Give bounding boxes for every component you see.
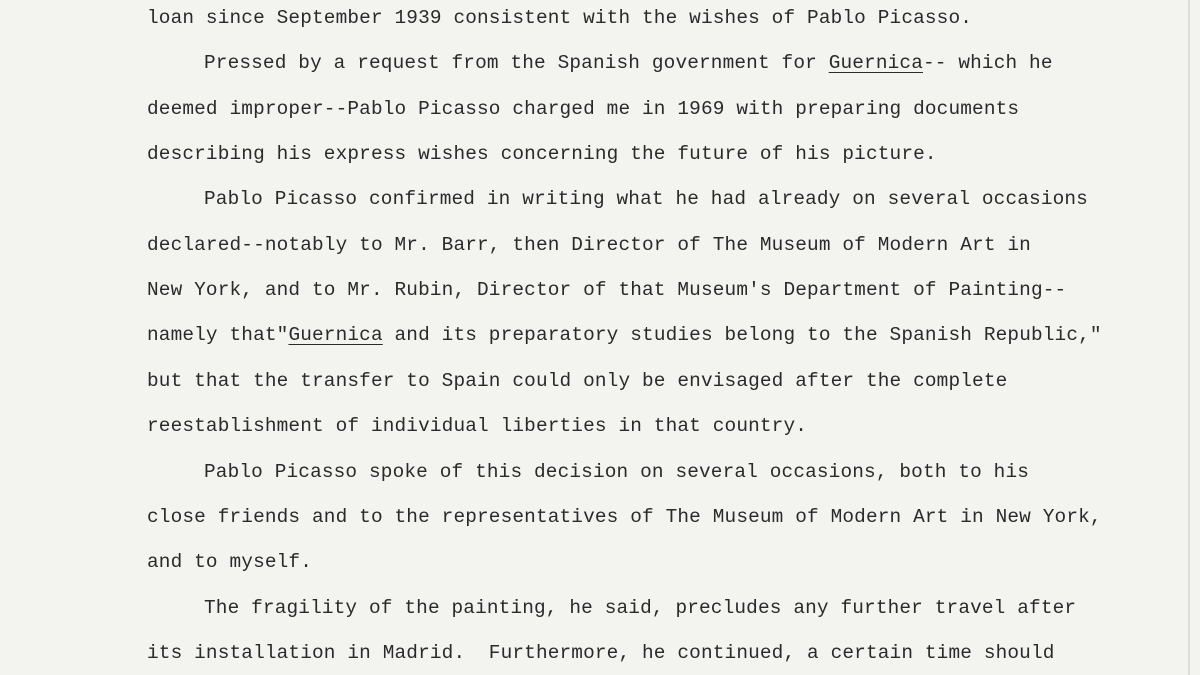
text-line <box>204 51 1053 75</box>
text-line <box>147 414 807 438</box>
text-segment: Pablo Picasso confirmed in writing what he had already on several occasions <box>204 188 1088 211</box>
text-segment: close friends and to the representatives of The Museum of Modern Art in New York, <box>147 505 1102 528</box>
text-segment: Pressed by a request from the Spanish government for <box>204 52 829 75</box>
text-segment: reestablishment of individual liberties in that country. <box>147 415 808 438</box>
text-segment: New York, and to Mr. Rubin, Director of that Museum's Department of Painting-- <box>147 279 1067 302</box>
text-segment: -- which he <box>922 52 1053 75</box>
underlined-title: Guernica <box>288 324 383 347</box>
text-line <box>147 323 1102 347</box>
text-segment: The fragility of the painting, he said, precludes any further travel after <box>204 596 1077 619</box>
text-segment: loan since September 1939 consistent with the wishes of Pablo Picasso. <box>147 7 973 29</box>
text-line <box>147 505 1102 529</box>
page-edge <box>1188 0 1190 675</box>
text-line <box>147 233 1031 257</box>
text-segment: and to myself. <box>147 551 313 574</box>
text-line <box>147 641 1055 665</box>
text-line <box>147 550 312 574</box>
text-line <box>204 187 1088 211</box>
text-segment: Pablo Picasso spoke of this decision on several occasions, both to his <box>204 460 1030 483</box>
text-line <box>147 6 972 30</box>
text-line <box>147 97 1019 121</box>
text-line <box>147 369 1007 393</box>
text-segment: its installation in Madrid. Furthermore, he continued, a certain time should <box>147 641 1055 664</box>
text-segment: describing his express wishes concerning the future of his picture. <box>147 143 937 166</box>
text-segment: namely that" <box>147 324 289 347</box>
text-segment: declared--notably to Mr. Barr, then Director of The Museum of Modern Art in <box>147 233 1031 256</box>
underlined-title: Guernica <box>828 52 923 75</box>
text-segment: deemed improper--Pablo Picasso charged me in 1969 with preparing documents <box>147 97 1020 120</box>
text-line <box>147 142 937 166</box>
text-segment: and its preparatory studies belong to the Spanish Republic," <box>382 324 1102 347</box>
text-line <box>204 460 1029 484</box>
text-line <box>147 278 1066 302</box>
text-segment: but that the transfer to Spain could only be envisaged after the complete <box>147 369 1008 392</box>
text-line <box>204 596 1076 620</box>
